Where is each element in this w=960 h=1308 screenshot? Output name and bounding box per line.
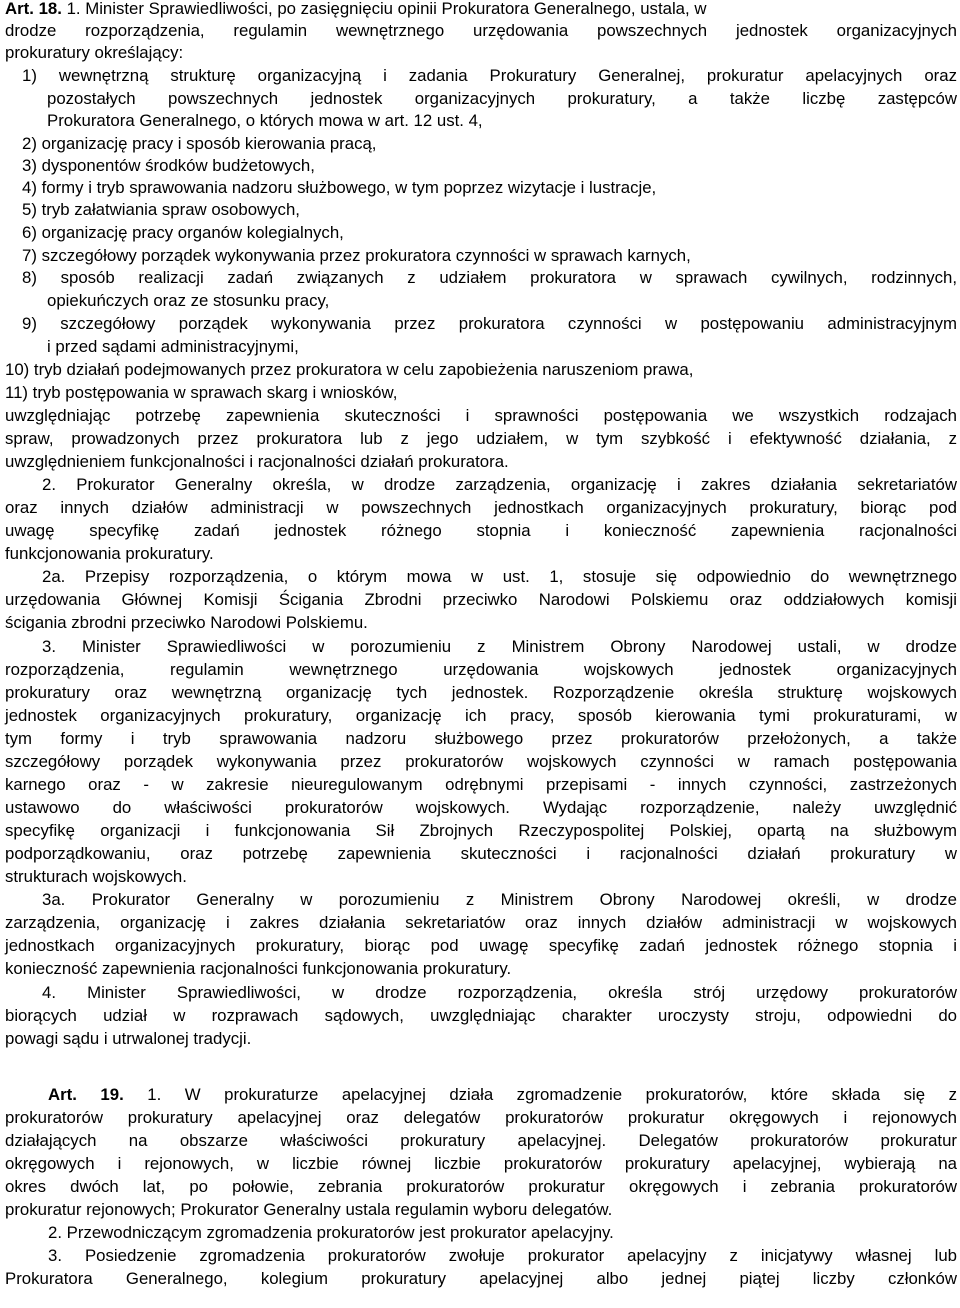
paragraph-line: biorących udział w rozprawach sądowych, uwzględniając charakter uroczysty stroju, odpowiedni do — [5, 1006, 957, 1025]
paragraph-line: konieczność zapewnienia racjonalności funkcjonowania prokuratury. — [5, 959, 512, 978]
list-item: 7) szczegółowy porządek wykonywania przez prokuratora czynności w sprawach karnych, — [22, 246, 691, 265]
paragraph-line: karnego oraz - w zakresie nieuregulowanym odrębnymi przepisami - innych czynności, zastrzeżonych — [5, 775, 957, 794]
paragraph-line: podporządkowaniu, oraz potrzebę zapewnienia skuteczności i racjonalności działań prokuratury w — [5, 844, 957, 863]
list-item-continuation: opiekuńczych oraz ze stosunku pracy, — [47, 291, 330, 310]
paragraph-line: okres dwóch lat, po połowie, zebrania prokuratorów prokuratur okręgowych i zebrania prokuratorów — [5, 1177, 957, 1196]
art18-line-1 — [5, 0, 706, 20]
paragraph-line: strukturach wojskowych. — [5, 867, 187, 886]
list-item: 2) organizację pracy i sposób kierowania pracą, — [22, 134, 377, 153]
article-heading: Art. 18. — [5, 0, 62, 18]
list-item-continuation: pozostałych powszechnych jednostek organizacyjnych prokuratury, a także liczbę zastępców — [47, 89, 957, 108]
paragraph-line: okręgowych i rejonowych, w liczbie równej liczbie prokuratorów prokuratury apelacyjnej, wybierają na — [5, 1154, 957, 1173]
art19-text: 1. W prokuraturze apelacyjnej działa zgromadzenie prokuratorów, które składa się z — [123, 1085, 957, 1104]
list-item-continuation: Prokuratora Generalnego, o których mowa w art. 12 ust. 4, — [47, 111, 483, 130]
paragraph-line: specyfikę organizacji i funkcjonowania Sił Zbrojnych Rzeczypospolitej Polskiej, opartą na służbowym — [5, 821, 957, 840]
paragraph-line: drodze rozporządzenia, regulamin wewnętrznego urzędowania powszechnych jednostek organizacyjnych — [5, 21, 957, 40]
paragraph-line: 2a. Przepisy rozporządzenia, o którym mowa w ust. 1, stosuje się odpowiednio do wewnętrznego — [42, 567, 957, 586]
paragraph-line: działających na obszarze właściwości prokuratury apelacyjnej. Delegatów prokuratorów prokuratur — [5, 1131, 957, 1150]
list-item: 6) organizację pracy organów kolegialnych, — [22, 223, 344, 242]
paragraph-line: oraz innych działów administracji w powszechnych jednostkach organizacyjnych prokuratury, biorąc pod — [5, 498, 957, 517]
paragraph-line: prokuratury określający: — [5, 43, 184, 62]
paragraph-line: Prokuratora Generalnego, kolegium prokuratury apelacyjnej albo jednej piątej liczby członków — [5, 1269, 957, 1288]
art18-text: 1. Minister Sprawiedliwości, po zasięgnięciu opinii Prokuratora Generalnego, ustala, w — [61, 0, 707, 18]
paragraph-line: 2. Prokurator Generalny określa, w drodze zarządzenia, organizację i zakres działania sekretariatów — [42, 475, 957, 494]
paragraph-line: uwzględniając potrzebę zapewnienia skuteczności i sprawności postępowania we wszystkich rodzajach — [5, 406, 957, 425]
paragraph-line: jednostek organizacyjnych prokuratury, organizację ich pracy, sposób kierowania tymi prokuraturami, w — [5, 706, 957, 725]
paragraph-line: 3. Minister Sprawiedliwości w porozumieniu z Ministrem Obrony Narodowej ustali, w drodze — [42, 637, 957, 656]
paragraph-line: urzędowania Głównej Komisji Ścigania Zbrodni przeciwko Narodowi Polskiemu oraz oddziałowych komisji — [5, 590, 957, 609]
paragraph-line: 3. Posiedzenie zgromadzenia prokuratorów zwołuje prokurator apelacyjny z inicjatywy własnej lub — [48, 1246, 957, 1265]
paragraph-line: funkcjonowania prokuratury. — [5, 544, 214, 563]
paragraph-line: uwzględnieniem funkcjonalności i racjonalności działań prokuratora. — [5, 452, 509, 471]
paragraph-line: powagi sądu i utrwalonej tradycji. — [5, 1029, 252, 1048]
paragraph-line: ścigania zbrodni przeciwko Narodowi Polskiemu. — [5, 613, 368, 632]
list-item: 1) wewnętrzną strukturę organizacyjną i zadania Prokuratury Generalnej, prokuratur apelacyjnych oraz — [22, 66, 957, 85]
list-item: 4) formy i tryb sprawowania nadzoru służbowego, w tym poprzez wizytacje i lustracje, — [22, 178, 657, 197]
paragraph-line: zarządzenia, organizację i zakres działania sekretariatów oraz innych działów administracji w wojskowych — [5, 913, 957, 932]
paragraph-line: prokuratorów prokuratury apelacyjnej oraz delegatów prokuratorów prokuratur okręgowych i rejonowych — [5, 1108, 957, 1127]
list-item: 9) szczegółowy porządek wykonywania przez prokuratora czynności w postępowaniu administracyjnym — [22, 314, 957, 333]
list-item: 5) tryb załatwiania spraw osobowych, — [22, 200, 300, 219]
paragraph-line: tym formy i tryb sprawowania nadzoru służbowego przez prokuratorów przełożonych, a także — [5, 729, 957, 748]
paragraph-line: spraw, prowadzonych przez prokuratora lub z jego udziałem, w tym szybkość i efektywność działania, z — [5, 429, 957, 448]
art19-line-1 — [48, 1084, 957, 1106]
paragraph-line: 4. Minister Sprawiedliwości, w drodze rozporządzenia, określa strój urzędowy prokuratorów — [42, 983, 957, 1002]
paragraph-line: ustawowo do właściwości prokuratorów wojskowych. Wydając rozporządzenie, należy uwzględnić — [5, 798, 957, 817]
paragraph-line: rozporządzenia, regulamin wewnętrznego urzędowania wojskowych jednostek organizacyjnych — [5, 660, 957, 679]
paragraph-line: uwagę specyfikę zadań jednostek różnego stopnia i konieczność zapewnienia racjonalności — [5, 521, 957, 540]
list-item: 8) sposób realizacji zadań związanych z udziałem prokuratora w sprawach cywilnych, rodzinnych, — [22, 268, 957, 287]
list-item: 11) tryb postępowania w sprawach skarg i wniosków, — [5, 383, 398, 402]
paragraph-line: szczegółowy porządek wykonywania przez prokuratorów wojskowych czynności w ramach postępowania — [5, 752, 957, 771]
paragraph-line: prokuratury oraz wewnętrzną organizację tych jednostek. Rozporządzenie określa strukturę wojskowych — [5, 683, 957, 702]
list-item: 3) dysponentów środków budżetowych, — [22, 156, 315, 175]
list-item: 10) tryb działań podejmowanych przez prokuratora w celu zapobieżenia naruszeniom prawa, — [5, 360, 694, 379]
list-item-continuation: i przed sądami administracyjnymi, — [47, 337, 299, 356]
paragraph-line: 2. Przewodniczącym zgromadzenia prokuratorów jest prokurator apelacyjny. — [48, 1223, 614, 1242]
paragraph-line: 3a. Prokurator Generalny w porozumieniu z Ministrem Obrony Narodowej określi, w drodze — [42, 890, 957, 909]
article-heading: Art. 19. — [48, 1085, 124, 1104]
paragraph-line: jednostkach organizacyjnych prokuratury, biorąc pod uwagę specyfikę zadań jednostek różnego stopnia i — [5, 936, 957, 955]
paragraph-line: prokuratur rejonowych; Prokurator Generalny ustala regulamin wyboru delegatów. — [5, 1200, 613, 1219]
